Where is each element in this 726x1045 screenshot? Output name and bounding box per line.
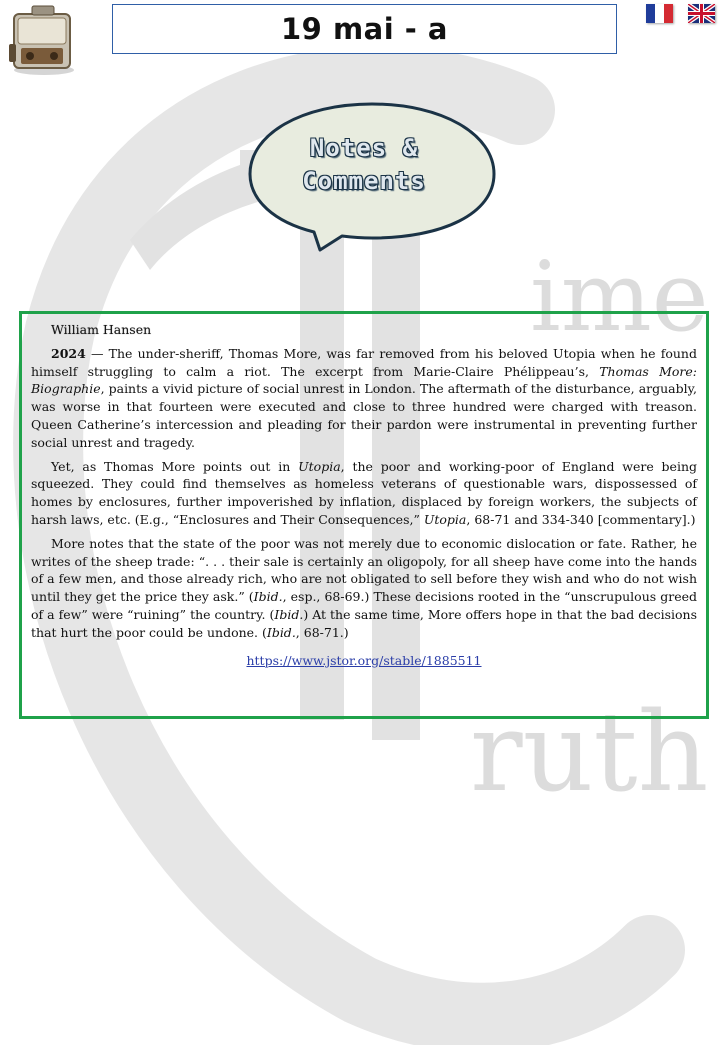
p3-italic-1: Ibid. bbox=[253, 589, 283, 605]
p2-text-1: Yet, as Thomas More points out in bbox=[51, 458, 299, 474]
antique-radio-logo-icon bbox=[6, 4, 76, 76]
comment-panel bbox=[19, 311, 709, 719]
p3-italic-3: Ibid. bbox=[266, 624, 296, 640]
watermark-word-ruth: ruth bbox=[470, 688, 709, 816]
comment-paragraph-1 bbox=[31, 345, 697, 452]
p1-text-2: , paints a vivid picture of social unrest in London. The aftermath of the disturbance, arguably, was worse in that fourteen were executed and close to three hundred were charged with treason. Queen Catherine’s intercession and pleading for their pardon were instrumental in preventing further social unrest and tragedy. bbox=[31, 381, 697, 450]
notes-comments-heading bbox=[248, 132, 480, 198]
p2-italic-1: Utopia bbox=[298, 458, 341, 474]
page-title-box bbox=[112, 4, 617, 54]
comment-author: William Hansen bbox=[51, 322, 152, 337]
p3-text-3: ) At the same time, More offers hope in that the bad decisions that hurt the poor could be undone. ( bbox=[31, 606, 697, 640]
comment-year: 2024 bbox=[51, 345, 86, 361]
p3-text-1: More notes that the state of the poor was not merely due to economic dislocation or fate. Rather, he writes of the sheep trade: “. . . their sale is certainly an oligopoly, for all sheep have come into the hands of a few men, and those already rich, who are not obligated to sell before they wish and who do not wish until they get the price they ask.” ( bbox=[31, 535, 697, 605]
p2-text-3: , 68-71 and 334-340 [commentary].) bbox=[466, 511, 696, 527]
p3-text-4: , 68-71.) bbox=[295, 624, 349, 640]
page-title: 19 mai - a bbox=[281, 12, 448, 46]
bubble-line-1: Notes & bbox=[309, 134, 419, 162]
french-flag-icon[interactable] bbox=[646, 4, 673, 23]
p2-italic-2: Utopia bbox=[423, 511, 467, 527]
watermark-word-ime: ime bbox=[530, 241, 709, 353]
year-dash: — bbox=[85, 345, 109, 361]
comment-paragraph-3 bbox=[31, 535, 697, 642]
p3-text-2: , esp., 68-69.) These decisions rooted in the “unscrupulous greed of a few” were “ruining” the country. ( bbox=[31, 589, 698, 622]
bubble-line-2: Comments bbox=[302, 167, 426, 195]
comment-paragraph-2 bbox=[31, 458, 697, 529]
uk-flag-icon[interactable] bbox=[688, 4, 715, 23]
p2-text-2: , the poor and working-poor of England were being squeezed. They could find themselves as homeless veterans of questionable wars, dispossessed of homes by enclosures, further impoverished by inflation, displaced by foreign workers, the subjects of harsh laws, etc. (E.g., “Enclosures and Their Consequences,” bbox=[31, 458, 697, 527]
p3-italic-2: Ibid. bbox=[274, 606, 304, 622]
jstor-link[interactable]: https://www.jstor.org/stable/1885511 bbox=[246, 652, 482, 668]
p1-text-1: The under-sheriff, Thomas More, was far removed from his beloved Utopia when he found himself struggling to calm a riot. The excerpt from Marie-Claire Phélippeau’s, bbox=[31, 345, 697, 379]
book-title: Thomas More: Biographie bbox=[31, 363, 697, 397]
